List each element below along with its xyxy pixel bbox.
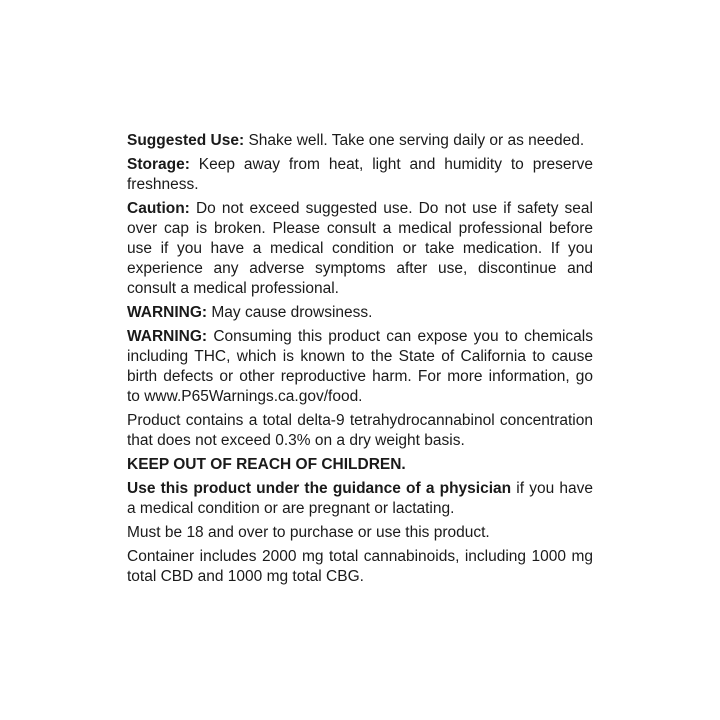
paragraph-caution	[127, 199, 593, 299]
paragraph-warning-drowsiness	[127, 303, 593, 323]
paragraph-suggested-use	[127, 131, 593, 151]
paragraph-lead: Use this product under the guidance of a physician	[127, 480, 512, 497]
paragraph-text: if you have a medical condition or are pregnant or lactating.	[127, 480, 593, 517]
paragraph-storage	[127, 155, 593, 195]
paragraph-age-requirement	[127, 523, 593, 543]
paragraph-container-contents	[127, 547, 593, 587]
paragraph-lead: WARNING:	[127, 328, 208, 345]
paragraph-text: Product contains a total delta-9 tetrahydrocannabinol concentration that does not exceed 0.3% on a dry weight basis.	[127, 412, 593, 449]
paragraph-delta9-concentration	[127, 411, 593, 451]
paragraph-text: Shake well. Take one serving daily or as needed.	[244, 132, 585, 149]
product-label-text	[127, 131, 593, 591]
paragraph-warning-prop65	[127, 327, 593, 407]
paragraph-lead: WARNING:	[127, 304, 208, 321]
paragraph-text: Must be 18 and over to purchase or use this product.	[127, 524, 490, 541]
paragraph-lead: Caution:	[127, 200, 190, 217]
paragraph-text: May cause drowsiness.	[207, 304, 373, 321]
paragraph-text: Container includes 2000 mg total cannabinoids, including 1000 mg total CBD and 1000 mg total CBG.	[127, 548, 593, 585]
paragraph-text: Consuming this product can expose you to chemicals including THC, which is known to the State of California to cause birth defects or other reproductive harm. For more information, go to www.P65Warnings.ca.gov/food.	[127, 328, 593, 405]
paragraph-lead: Storage:	[127, 156, 190, 173]
paragraph-physician-guidance	[127, 479, 593, 519]
paragraph-text: Do not exceed suggested use. Do not use if safety seal over cap is broken. Please consult a medical professional before use if you have a medical condition or take medication. If you experience any adverse symptoms after use, discontinue and consult a medical professional.	[127, 200, 593, 297]
paragraph-lead: Suggested Use:	[127, 132, 245, 149]
paragraph-keep-out-of-reach	[127, 455, 593, 475]
paragraph-lead: KEEP OUT OF REACH OF CHILDREN.	[127, 456, 406, 473]
paragraph-text: Keep away from heat, light and humidity to preserve freshness.	[127, 156, 593, 193]
